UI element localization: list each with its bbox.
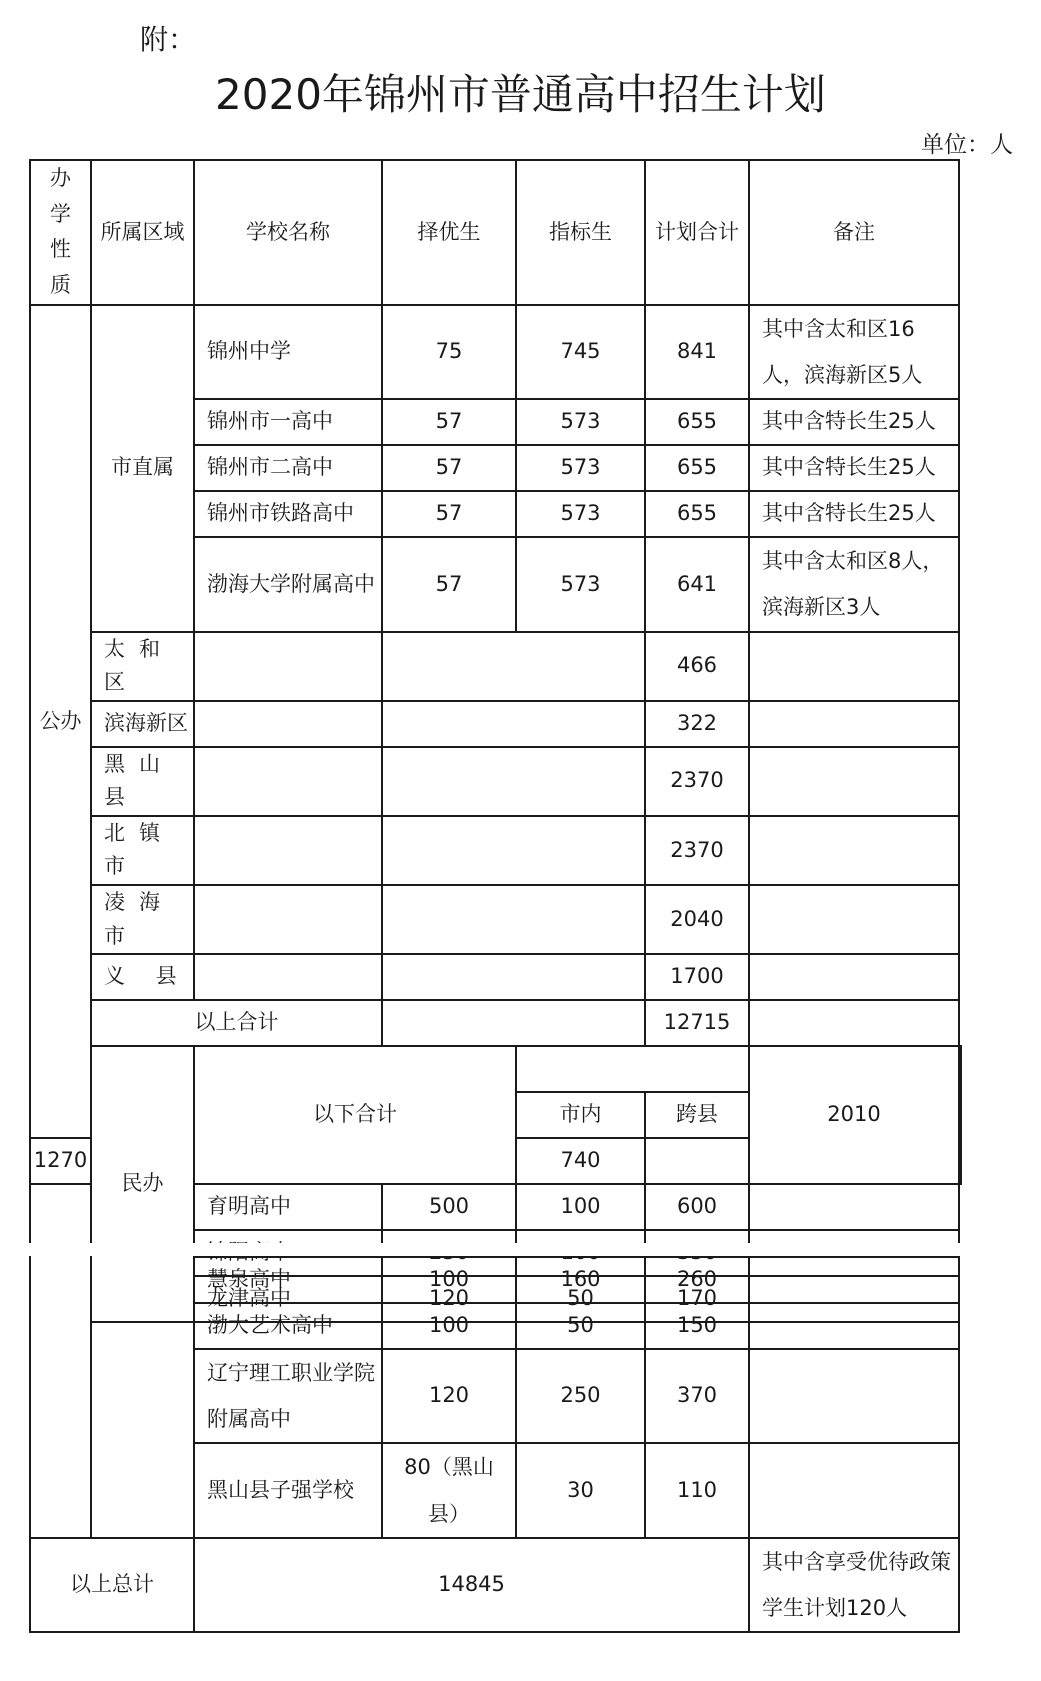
- grand-total-label: 以上总计: [30, 1538, 194, 1632]
- total-value: 600: [645, 1184, 749, 1230]
- preferred-value: 57: [382, 399, 516, 445]
- enrollment-table-part2: [29, 1256, 960, 1633]
- attachment-label: 附：: [140, 23, 197, 56]
- cross-county-value: 740: [516, 1138, 645, 1184]
- preferred-value: 57: [382, 491, 516, 537]
- grand-total-value: 14845: [194, 1538, 749, 1632]
- school-name: 黑山县子强学校: [194, 1443, 382, 1537]
- school-name: 龙津高中: [194, 1276, 382, 1322]
- preferred-value: 57: [382, 445, 516, 491]
- quota-value: 160: [516, 1257, 645, 1303]
- district-name: 义 县: [91, 954, 194, 1000]
- page-title: 2020年锦州市普通高中招生计划: [215, 70, 826, 119]
- header-school: 学校名称: [194, 160, 382, 305]
- preferred-value: 500: [382, 1184, 516, 1230]
- preferred-value: 80（黑山县）: [382, 1443, 516, 1537]
- total-value: 170: [645, 1276, 749, 1322]
- total-value: 655: [645, 445, 749, 491]
- school-name: 慧泉高中: [194, 1257, 382, 1303]
- region-city-direct: 市直属: [91, 305, 194, 632]
- table-row: [30, 1257, 959, 1303]
- preferred-value: 75: [382, 305, 516, 399]
- district-name: 黑山县: [91, 747, 194, 816]
- school-name: 渤大艺术高中: [194, 1303, 382, 1349]
- school-name: 锦州市一高中: [194, 399, 382, 445]
- school-name: 锦州中学: [194, 305, 382, 399]
- table-row: [30, 632, 961, 701]
- quota-value: 745: [516, 305, 645, 399]
- total-value: 2040: [645, 885, 749, 954]
- subtotal-value: 12715: [645, 1000, 749, 1046]
- total-value: 150: [645, 1303, 749, 1349]
- note-value: 其中含特长生25人: [749, 445, 959, 491]
- nature-public: 公办: [30, 305, 91, 1139]
- cross-county-label: 跨县: [645, 1092, 749, 1138]
- note-value: 其中含特长生25人: [749, 491, 959, 537]
- quota-value: 573: [516, 491, 645, 537]
- table-row: [30, 305, 961, 399]
- total-value: 841: [645, 305, 749, 399]
- preferred-value: 100: [382, 1303, 516, 1349]
- school-name: 渤海大学附属高中: [194, 537, 382, 631]
- within-city-label: 市内: [516, 1092, 645, 1138]
- table-row: [30, 954, 961, 1000]
- table-row: [30, 816, 961, 885]
- total-value: 655: [645, 491, 749, 537]
- total-value: 655: [645, 399, 749, 445]
- district-name: 滨海新区: [91, 701, 194, 747]
- quota-value: 100: [516, 1184, 645, 1230]
- preferred-value: 120: [382, 1349, 516, 1443]
- header-preferred: 择优生: [382, 160, 516, 305]
- preferred-value: 57: [382, 537, 516, 631]
- preferred-value: 100: [382, 1257, 516, 1303]
- header-total: 计划合计: [645, 160, 749, 305]
- enrollment-table-part1: [29, 159, 962, 1323]
- quota-value: 573: [516, 445, 645, 491]
- header-quota: 指标生: [516, 160, 645, 305]
- total-value: 322: [645, 701, 749, 747]
- quota-value: 250: [516, 1349, 645, 1443]
- district-name: 太和区: [91, 632, 194, 701]
- grand-total-row: [30, 1538, 959, 1632]
- district-name: 凌海市: [91, 885, 194, 954]
- total-value: 370: [645, 1349, 749, 1443]
- private-summary-label: 以下合计: [194, 1046, 516, 1184]
- total-value: 110: [645, 1443, 749, 1537]
- preferred-value: 120: [382, 1276, 516, 1322]
- school-name: 育明高中: [194, 1184, 382, 1230]
- total-value: 1700: [645, 954, 749, 1000]
- quota-value: 50: [516, 1276, 645, 1322]
- table-row: [30, 701, 961, 747]
- total-value: 466: [645, 632, 749, 701]
- within-city-value: 1270: [30, 1138, 91, 1184]
- note-value: 其中含太和区16人，滨海新区5人: [749, 305, 959, 399]
- header-row: [30, 160, 961, 305]
- header-region: 所属区域: [91, 160, 194, 305]
- grand-total-note: 其中含享受优待政策学生计划120人: [749, 1538, 959, 1632]
- note-value: 其中含太和区8人，滨海新区3人: [749, 537, 959, 631]
- page-break: [0, 1243, 1041, 1256]
- total-value: 2370: [645, 816, 749, 885]
- note-value: 其中含特长生25人: [749, 399, 959, 445]
- school-name: 辽宁理工职业学院附属高中: [194, 1349, 382, 1443]
- quota-value: 50: [516, 1303, 645, 1349]
- subtotal-row: [30, 1000, 961, 1046]
- unit-label: 单位：人: [921, 132, 1013, 158]
- total-value: 641: [645, 537, 749, 631]
- header-note: 备注: [749, 160, 959, 305]
- school-name: 锦州市二高中: [194, 445, 382, 491]
- private-summary-row: [30, 1046, 961, 1092]
- table-row: [30, 747, 961, 816]
- private-total: 2010: [749, 1046, 959, 1184]
- header-nature: 办学性质: [30, 160, 91, 305]
- quota-value: 573: [516, 399, 645, 445]
- table-row: [30, 885, 961, 954]
- total-value: 2370: [645, 747, 749, 816]
- quota-value: 573: [516, 537, 645, 631]
- subtotal-label: 以上合计: [91, 1000, 382, 1046]
- nature-private: 民办: [91, 1046, 194, 1322]
- school-name: 锦州市铁路高中: [194, 491, 382, 537]
- total-value: 260: [645, 1257, 749, 1303]
- quota-value: 30: [516, 1443, 645, 1537]
- district-name: 北镇市: [91, 816, 194, 885]
